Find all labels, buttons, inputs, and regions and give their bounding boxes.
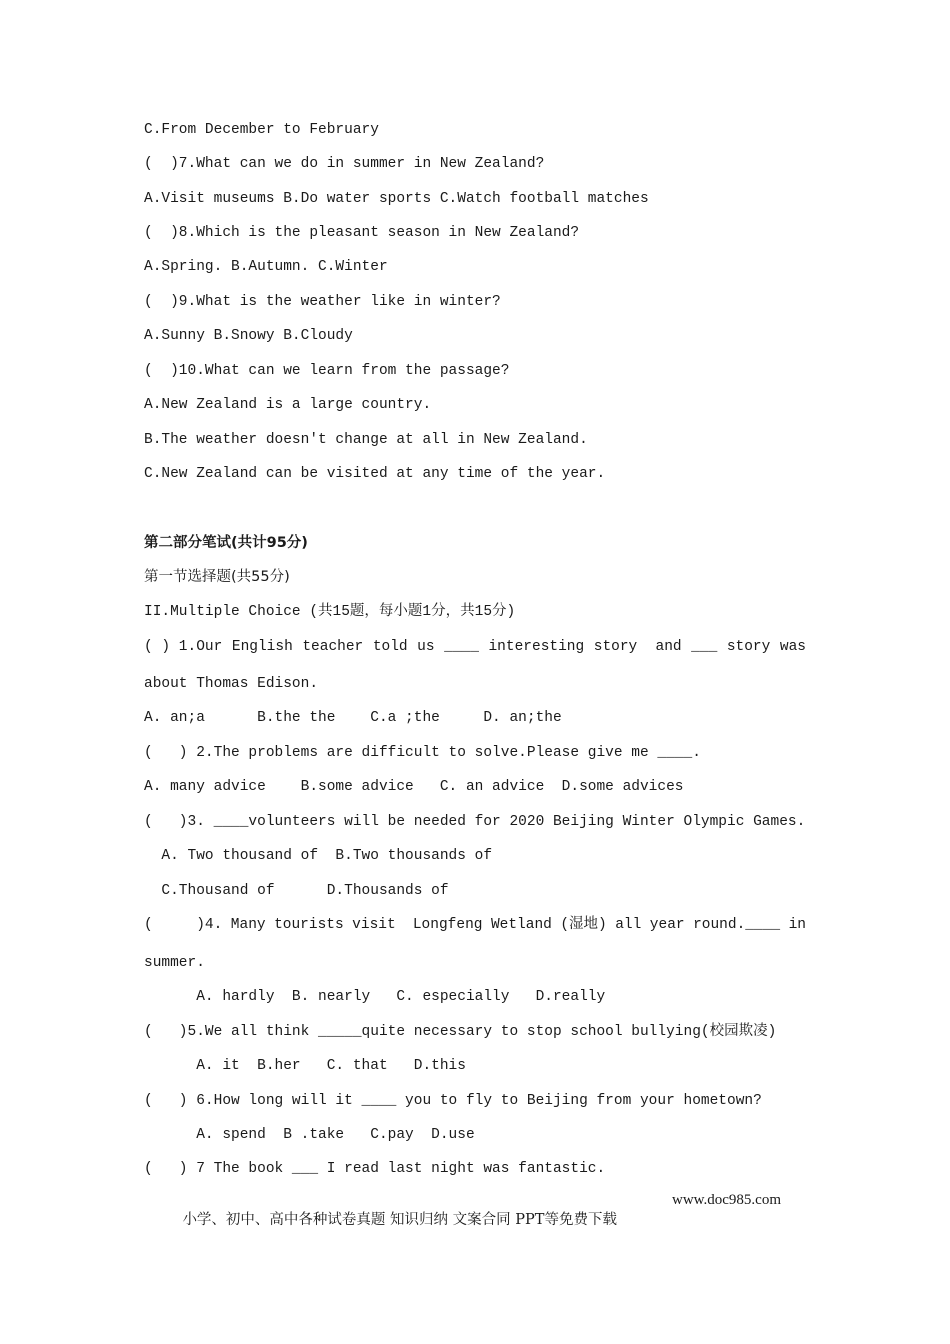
mc-question-5-options: A. it B.her C. that D.this: [144, 1058, 466, 1074]
mc-question-2: ( ) 2.The problems are difficult to solve.Please give me ____.: [144, 745, 701, 761]
word: ( ) 1.Our: [144, 639, 223, 655]
mc-question-1-line-1: [144, 637, 806, 657]
blank: ____: [444, 639, 479, 655]
footer-text: 小学、初中、高中各种试卷真题 知识归纳 文案合同 PPT等免费下载: [182, 1212, 617, 1228]
mc-question-3: ( )3. ____volunteers will be needed for 2020 Beijing Winter Olympic Games.: [144, 814, 806, 830]
word: told: [372, 639, 408, 655]
word: Wetland: [490, 917, 552, 933]
question-7-options: A.Visit museums B.Do water sports C.Watch football matches: [144, 191, 649, 207]
mc-question-5: ( )5.We all think _____quite necessary to stop school bullying(校园欺凌): [144, 1024, 777, 1040]
mc-question-6: ( ) 6.How long will it ____ you to fly to Beijing from your hometown?: [144, 1093, 762, 1109]
word: and: [646, 639, 682, 655]
mc-question-6-options: A. spend B .take C.pay D.use: [144, 1127, 475, 1143]
page-footer: [164, 1190, 782, 1270]
footer-url: www.doc985.com: [672, 1192, 782, 1208]
multiple-choice-heading: II.Multiple Choice (共15题，每小题1分，共15分): [144, 604, 516, 620]
mc-question-3-options-cd: C.Thousand of D.Thousands of: [144, 883, 449, 899]
question-10-option-c: C.New Zealand can be visited at any time of the year.: [144, 466, 606, 482]
word: in: [788, 917, 806, 933]
question-8-options: A.Spring. B.Autumn. C.Winter: [144, 259, 388, 275]
mc-question-2-options: A. many advice B.some advice C. an advice D.some advices: [144, 779, 684, 795]
question-9-options: A.Sunny B.Snowy B.Cloudy: [144, 328, 353, 344]
word: story: [726, 639, 771, 655]
word: round.____: [693, 917, 781, 933]
mc-question-3-options-ab: A. Two thousand of B.Two thousands of: [144, 848, 493, 864]
word: Longfeng: [404, 917, 483, 933]
question-7: ( )7.What can we do in summer in New Zealand?: [144, 156, 545, 172]
question-8: ( )8.Which is the pleasant season in New Zealand?: [144, 225, 580, 241]
word: us: [417, 639, 435, 655]
word: Many: [230, 917, 266, 933]
mc-question-1-options: A. an;a B.the the C.a ;the D. an;the: [144, 710, 562, 726]
word: teacher: [302, 639, 364, 655]
word: visit: [352, 917, 396, 933]
word: was: [779, 639, 806, 655]
word: (湿地): [560, 917, 607, 933]
question-10-option-a: A.New Zealand is a large country.: [144, 397, 432, 413]
word: English: [231, 639, 293, 655]
question-9: ( )9.What is the weather like in winter?: [144, 294, 501, 310]
mc-question-7: ( ) 7 The book ___ I read last night was fantastic.: [144, 1161, 606, 1177]
mc-question-4-options: A. hardly B. nearly C. especially D.really: [144, 989, 606, 1005]
mc-question-4-line-2: summer.: [144, 955, 205, 971]
mc-question-4-line-1: [144, 915, 806, 935]
mc-question-1-line-2: about Thomas Edison.: [144, 676, 319, 692]
q6-option-c: C.From December to February: [144, 122, 379, 138]
word: interesting: [488, 639, 585, 655]
blank: ___: [691, 639, 718, 655]
section-title: 第一节选择题(共55分): [144, 569, 290, 585]
part-two-title: 第二部分笔试(共计95分): [144, 535, 308, 551]
word: year: [649, 917, 685, 933]
question-10-option-b: B.The weather doesn't change at all in New Zealand.: [144, 432, 588, 448]
word: all: [615, 917, 642, 933]
word: story: [593, 639, 638, 655]
word: tourists: [274, 917, 344, 933]
word: ( )4.: [144, 917, 223, 933]
question-10: ( )10.What can we learn from the passage?: [144, 363, 510, 379]
